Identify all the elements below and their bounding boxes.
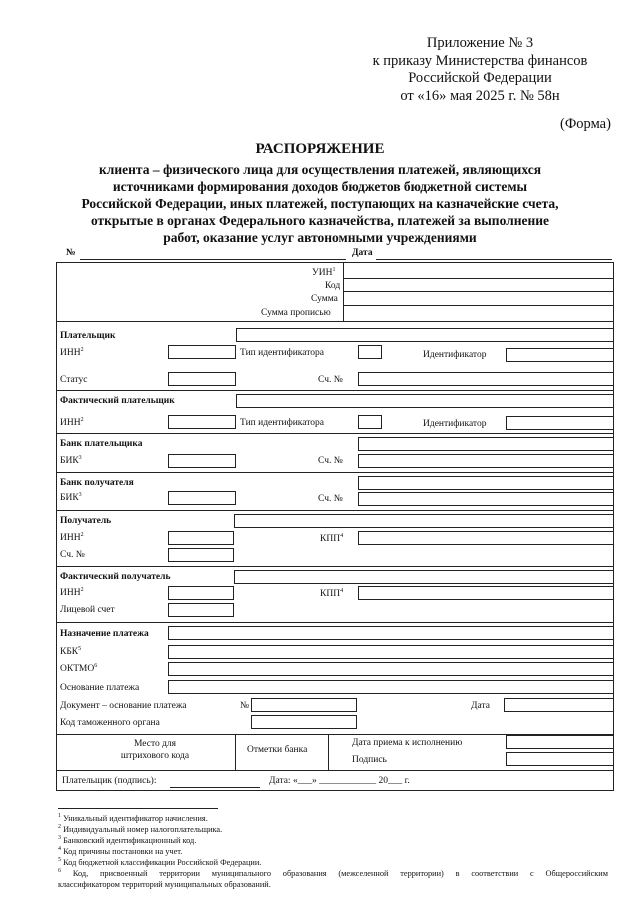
payer-name-field[interactable] — [236, 328, 614, 342]
payer-inn-field[interactable] — [168, 345, 236, 359]
kbk-field[interactable] — [168, 645, 614, 659]
order-date: от «16» мая 2025 г. № 58н — [400, 88, 560, 104]
oktmo-field[interactable] — [168, 662, 614, 676]
customs-code-field[interactable] — [251, 715, 357, 729]
recipient-bik-field[interactable] — [168, 491, 236, 505]
purpose-field[interactable] — [168, 626, 614, 640]
recipient-bank-label: Банк получателя — [60, 478, 134, 488]
title-line-2: источниками формирования доходов бюджетов бюджетной системы — [112, 179, 528, 194]
payer-identifier-field[interactable] — [506, 348, 614, 362]
customs-code-label: Код таможенного органа — [60, 718, 160, 728]
footnote-6-cont: классификатором территорий муниципальных образований. — [58, 880, 271, 889]
payer-id-type-label: Тип идентификатора — [240, 348, 324, 358]
accept-date-field[interactable] — [506, 735, 614, 749]
payer-bank-label: Банк плательщика — [60, 439, 143, 449]
actual-recipient-name-field[interactable] — [234, 570, 614, 584]
actual-recipient-kpp-field[interactable] — [358, 586, 614, 600]
payer-bank-account-label: Сч. № — [318, 456, 343, 466]
recipient-account-label: Сч. № — [60, 550, 85, 560]
recipient-inn-field[interactable] — [168, 531, 234, 545]
code-label: Код — [325, 281, 341, 291]
personal-account-label: Лицевой счет — [60, 605, 115, 615]
recipient-name-field[interactable] — [234, 514, 614, 528]
doc-basis-date-label: Дата — [471, 701, 490, 711]
sum-field[interactable] — [343, 305, 613, 306]
footnote-6: $^6$ Код, присвоенный территории муниципального образования (межселенной территории) в соответствии с Общероссийским — [58, 868, 608, 878]
kbk-label: КБК$^5$ — [60, 645, 82, 657]
footnote-separator — [58, 808, 218, 809]
footnote-1: $^1$ Уникальный идентификатор начисления. — [58, 813, 208, 823]
actual-payer-id-type-label: Тип идентификатора — [240, 418, 324, 428]
sum-words-label: Сумма прописью — [261, 308, 331, 318]
payer-id-type-field[interactable] — [358, 345, 382, 359]
barcode-place-label: Место для — [133, 739, 177, 749]
actual-payer-id-type-field[interactable] — [358, 415, 382, 429]
signature-date-line: Дата: «___» ____________ 20___ г. — [269, 776, 410, 786]
basis-label: Основание платежа — [60, 683, 140, 693]
order-ref: к приказу Министерства финансов — [372, 53, 588, 69]
uin-field[interactable] — [343, 278, 613, 279]
recipient-bank-name-field[interactable] — [358, 476, 614, 490]
payer-status-label: Статус — [60, 375, 88, 385]
title-line-3: Российской Федерации, иных платежей, поступающих на казначейские счета, — [81, 196, 559, 211]
payer-bik-field[interactable] — [168, 454, 236, 468]
sum-label: Сумма — [311, 294, 338, 304]
bank-marks-label: Отметки банка — [247, 745, 308, 755]
actual-payer-identifier-label: Идентификатор — [423, 419, 487, 429]
actual-payer-inn-field[interactable] — [168, 415, 236, 429]
payer-inn-label: ИНН$^2$ — [60, 346, 84, 358]
actual-recipient-label: Фактический получатель — [60, 572, 171, 582]
date-field[interactable] — [376, 259, 612, 260]
footnote-3: $^3$ Банковский идентификационный код. — [58, 835, 197, 845]
recipient-bank-account-field[interactable] — [358, 492, 614, 506]
footnote-5: $^5$ Код бюджетной классификации Российской Федерации. — [58, 857, 262, 867]
payer-bank-name-field[interactable] — [358, 437, 614, 451]
sum-words-field[interactable] — [56, 321, 614, 322]
payer-label: Плательщик — [60, 331, 116, 341]
title-line-4: открытые в органах Федерального казначейства, платежей за выполнение — [90, 213, 550, 228]
number-field[interactable] — [80, 259, 346, 260]
doc-basis-date-field[interactable] — [504, 698, 614, 712]
ministry-name: Российской Федерации — [408, 70, 552, 86]
title-line-5: работ, оказание услуг автономными учреждениями — [163, 230, 477, 245]
payer-account-field[interactable] — [358, 372, 614, 386]
actual-payer-inn-label: ИНН$^2$ — [60, 416, 84, 428]
actual-payer-name-field[interactable] — [236, 394, 614, 408]
doc-basis-label: Документ – основание платежа — [60, 701, 187, 711]
actual-recipient-inn-field[interactable] — [168, 586, 234, 600]
payer-bik-label: БИК$^3$ — [60, 454, 82, 466]
recipient-inn-label: ИНН$^2$ — [60, 531, 84, 543]
number-label: № — [66, 248, 76, 258]
actual-payer-identifier-field[interactable] — [506, 416, 614, 430]
barcode-place-label-2: штрихового кода — [120, 751, 190, 761]
recipient-kpp-label: КПП$^4$ — [320, 532, 344, 544]
accept-date-label: Дата приема к исполнению — [352, 738, 463, 748]
basis-field[interactable] — [168, 680, 614, 694]
document-title: РАСПОРЯЖЕНИЕ — [255, 141, 385, 157]
payer-signature-field[interactable] — [170, 787, 260, 788]
date-label: Дата — [352, 248, 373, 258]
payer-status-field[interactable] — [168, 372, 236, 386]
recipient-bik-label: БИК$^3$ — [60, 491, 82, 503]
recipient-account-field[interactable] — [168, 548, 234, 562]
actual-payer-label: Фактический плательщик — [60, 396, 175, 406]
appendix-number: Приложение № 3 — [426, 35, 534, 51]
actual-recipient-kpp-label: КПП$^4$ — [320, 587, 344, 599]
personal-account-field[interactable] — [168, 603, 234, 617]
payer-bank-account-field[interactable] — [358, 454, 614, 468]
recipient-label: Получатель — [60, 516, 112, 526]
payer-account-label: Сч. № — [318, 375, 343, 385]
purpose-label: Назначение платежа — [60, 629, 149, 639]
code-field[interactable] — [343, 291, 613, 292]
title-line-1: клиента – физического лица для осуществления платежей, являющихся — [99, 162, 541, 177]
payer-identifier-label: Идентификатор — [423, 350, 487, 360]
payer-signature-label: Плательщик (подпись): — [62, 776, 157, 786]
bank-signature-field[interactable] — [506, 752, 614, 766]
footnote-2: $^2$ Индивидуальный номер налогоплательщика. — [58, 824, 223, 834]
doc-basis-number-field[interactable] — [251, 698, 357, 712]
bank-signature-label: Подпись — [352, 755, 387, 765]
oktmo-label: ОКТМО$^6$ — [60, 662, 98, 674]
doc-basis-number-label: № — [240, 701, 250, 711]
form-mark: (Форма) — [560, 116, 611, 132]
footnote-4: $^4$ Код причины постановки на учет. — [58, 846, 183, 856]
recipient-kpp-field[interactable] — [358, 531, 614, 545]
actual-recipient-inn-label: ИНН$^2$ — [60, 586, 84, 598]
recipient-bank-account-label: Сч. № — [318, 494, 343, 504]
uin-label: УИН$^1$ — [312, 266, 336, 278]
